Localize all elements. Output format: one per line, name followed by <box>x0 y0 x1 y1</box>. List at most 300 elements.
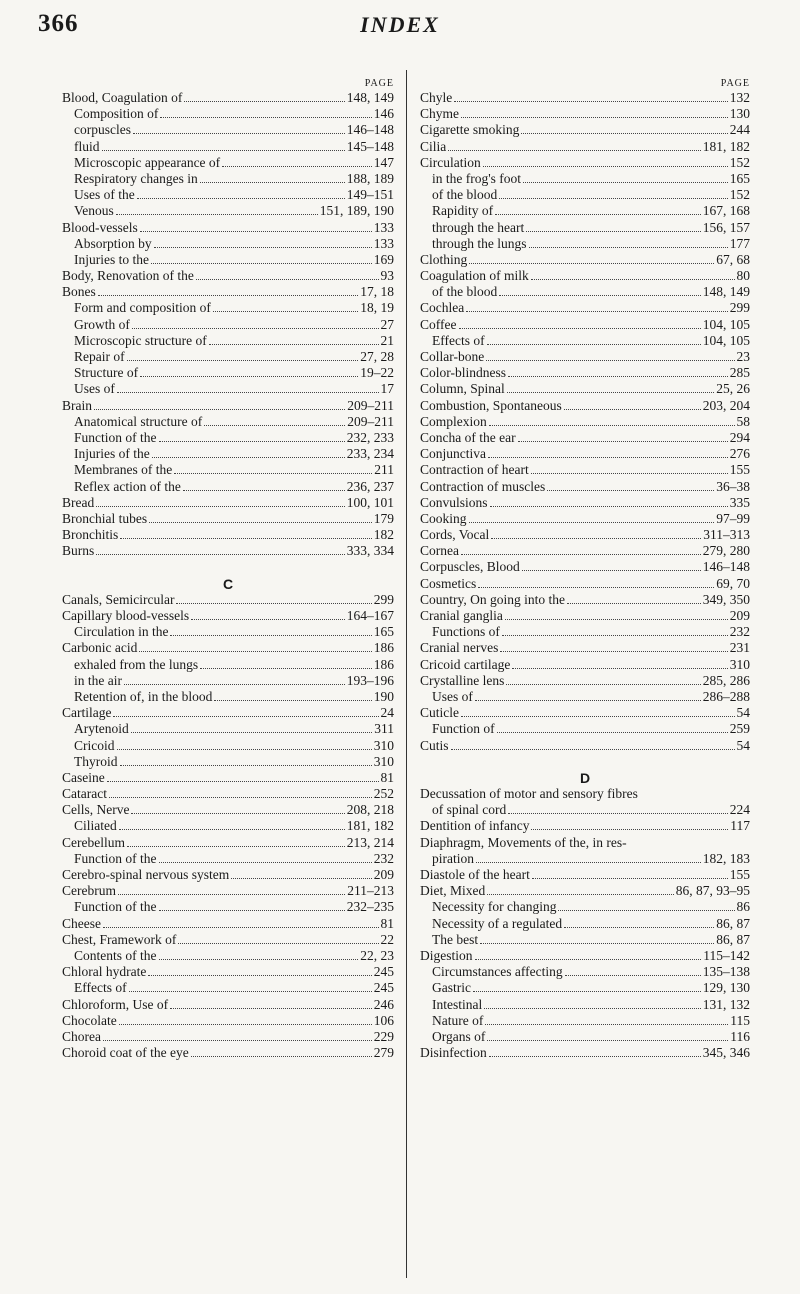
index-entry <box>62 786 394 802</box>
leader-dots <box>522 560 701 571</box>
index-entry <box>62 414 394 430</box>
leader-dots <box>532 868 728 879</box>
entry-label: in the frog's foot <box>432 170 522 186</box>
entry-pages: 299 <box>373 591 394 607</box>
entry-label: Gastric <box>432 980 471 996</box>
entry-label: Bronchitis <box>62 527 119 543</box>
entry-pages: 179 <box>373 510 394 526</box>
leader-dots <box>107 771 379 782</box>
leader-dots <box>159 431 345 442</box>
index-entry <box>420 284 750 300</box>
entry-label: Function of <box>432 721 495 737</box>
entry-label: Cricoid cartilage <box>420 656 511 672</box>
entry-label: Crystalline lens <box>420 672 505 688</box>
leader-dots <box>204 415 345 426</box>
leader-dots <box>640 788 748 798</box>
leader-dots <box>103 917 379 928</box>
entry-label: Burns <box>62 543 95 559</box>
leader-dots <box>127 836 345 847</box>
entry-pages: 182, 183 <box>702 850 750 866</box>
entry-pages: 149–151 <box>346 187 394 203</box>
entry-label: of spinal cord <box>432 802 507 818</box>
entry-label: corpuscles <box>74 122 131 138</box>
entry-label: Bronchial tubes <box>62 510 148 526</box>
leader-dots <box>488 447 728 458</box>
entry-pages: 294 <box>729 429 750 445</box>
leader-dots <box>564 399 701 410</box>
entry-pages: 131, 132 <box>702 996 750 1012</box>
entry-label: Function of the <box>74 899 157 915</box>
index-entry <box>420 543 750 559</box>
entry-label: Chest, Framework of <box>62 931 177 947</box>
entry-pages: 23 <box>736 349 750 364</box>
leader-dots <box>103 1030 372 1041</box>
index-entry <box>420 608 750 624</box>
index-column-left <box>62 78 394 1061</box>
leader-dots <box>170 625 371 636</box>
leader-dots <box>506 674 700 685</box>
entry-pages: 311–313 <box>703 527 750 543</box>
entry-label: Chloroform, Use of <box>62 996 169 1012</box>
index-entry <box>420 1045 750 1061</box>
index-entry <box>420 462 750 478</box>
leader-dots <box>129 981 372 992</box>
entry-label: Effects of <box>432 332 485 348</box>
entry-pages: 54 <box>736 737 750 753</box>
index-entry <box>420 300 750 316</box>
index-entry <box>420 187 750 203</box>
leader-dots <box>508 366 728 377</box>
entry-pages: 236, 237 <box>346 478 394 494</box>
index-entry <box>420 964 750 980</box>
index-entry <box>62 155 394 171</box>
entry-label: in the air <box>74 672 122 688</box>
index-entry <box>62 333 394 349</box>
index-entry <box>62 916 394 932</box>
entry-label: Cochlea <box>420 300 465 316</box>
leader-dots <box>454 91 728 102</box>
entry-label: Cornea <box>420 543 459 559</box>
leader-dots <box>508 803 728 814</box>
entry-label: Thyroid <box>74 753 118 769</box>
entry-pages: 279 <box>373 1045 394 1061</box>
leader-dots <box>137 188 345 199</box>
entry-label: Cranial ganglia <box>420 608 503 623</box>
leader-dots <box>565 965 701 976</box>
entry-label: Repair of <box>74 349 125 364</box>
index-entry <box>420 414 750 430</box>
entry-pages: 100, 101 <box>346 494 394 510</box>
entry-pages: 246 <box>373 996 394 1012</box>
entry-label: Dentition of infancy <box>420 818 530 834</box>
leader-dots <box>213 301 358 312</box>
entry-pages: 252 <box>373 786 394 802</box>
index-entry <box>62 689 394 705</box>
index-entry <box>420 980 750 996</box>
entry-label: Contraction of muscles <box>420 478 546 494</box>
index-entry <box>62 187 394 203</box>
entry-label: Cells, Nerve <box>62 802 130 818</box>
leader-dots <box>170 998 372 1009</box>
index-entry <box>62 203 394 219</box>
entry-pages: 86, 87, 93–95 <box>675 883 750 899</box>
leader-dots <box>96 496 345 507</box>
entry-pages: 286–288 <box>702 688 750 704</box>
index-entry <box>420 106 750 122</box>
index-entry <box>62 268 394 284</box>
entry-label: Corpuscles, Blood <box>420 559 520 575</box>
entry-pages: 36–38 <box>716 478 750 494</box>
leader-dots <box>178 933 378 944</box>
entry-pages: 152 <box>729 187 750 203</box>
leader-dots <box>448 140 701 151</box>
leader-dots <box>94 399 345 410</box>
entry-label: through the lungs <box>432 235 527 251</box>
leader-dots <box>499 285 701 296</box>
entry-label: Disinfection <box>420 1045 487 1061</box>
entry-pages: 81 <box>380 769 394 785</box>
index-entry <box>62 640 394 656</box>
entry-pages: 24 <box>380 705 394 721</box>
entry-label: The best <box>432 931 479 947</box>
index-entry <box>62 1013 394 1029</box>
entry-pages: 232–235 <box>346 899 394 915</box>
entry-pages: 17, 18 <box>360 284 394 300</box>
entry-label: Bones <box>62 284 96 300</box>
entry-pages: 25, 26 <box>716 381 750 397</box>
entry-label: Caseine <box>62 769 105 785</box>
entry-pages: 276 <box>729 446 750 462</box>
entry-pages: 152 <box>729 154 750 170</box>
index-entry <box>420 220 750 236</box>
index-entry <box>420 446 750 462</box>
entry-pages: 21 <box>380 332 394 348</box>
entry-label: Column, Spinal <box>420 381 505 397</box>
entry-pages: 279, 280 <box>702 543 750 559</box>
index-entry <box>62 317 394 333</box>
entry-label: Cricoid <box>74 737 115 753</box>
leader-dots <box>567 593 701 604</box>
index-entry <box>62 867 394 883</box>
index-entry <box>62 592 394 608</box>
leader-dots <box>124 674 345 685</box>
index-entry <box>420 705 750 721</box>
entry-label: Blood, Coagulation of <box>62 90 183 105</box>
entry-pages: 335 <box>729 494 750 510</box>
index-entries-left <box>62 90 394 1061</box>
entry-pages: 211–213 <box>347 883 394 899</box>
index-entry <box>420 899 750 915</box>
leader-dots <box>459 318 701 329</box>
entry-pages: 209–211 <box>347 413 394 429</box>
index-entry <box>62 527 394 543</box>
entry-label: Arytenoid <box>74 721 129 737</box>
entry-pages: 115–142 <box>703 947 750 963</box>
entry-label: Brain <box>62 397 92 413</box>
entry-label: Choroid coat of the eye <box>62 1045 189 1061</box>
entry-label: Intestinal <box>432 996 483 1012</box>
entry-pages: 130 <box>729 106 750 122</box>
entry-label: Diastole of the heart <box>420 867 530 882</box>
leader-dots <box>487 884 674 895</box>
index-entry <box>62 462 394 478</box>
index-entry <box>420 576 750 592</box>
leader-dots <box>547 480 714 491</box>
leader-dots <box>461 544 701 555</box>
entry-pages: 147 <box>373 154 394 170</box>
index-entry <box>420 883 750 899</box>
index-entry <box>420 835 750 851</box>
index-entry <box>420 495 750 511</box>
leader-dots <box>131 722 373 733</box>
index-entry <box>420 932 750 948</box>
leader-dots <box>160 107 371 118</box>
index-entry <box>62 738 394 754</box>
leader-dots <box>475 690 701 701</box>
entry-pages: 193–196 <box>346 672 394 688</box>
entry-label: Injuries of the <box>74 446 150 462</box>
section-letter: C <box>222 575 234 592</box>
index-entry <box>420 511 750 527</box>
index-entry <box>62 883 394 899</box>
leader-dots <box>469 253 714 264</box>
entry-pages: 310 <box>373 753 394 769</box>
leader-dots <box>531 269 735 280</box>
index-entry <box>420 640 750 656</box>
leader-dots <box>487 1030 728 1041</box>
entry-label: through the heart <box>432 219 525 235</box>
index-entry <box>420 317 750 333</box>
leader-dots <box>526 221 701 232</box>
entry-pages: 245 <box>373 964 394 980</box>
leader-dots <box>500 641 727 652</box>
index-entry <box>420 90 750 106</box>
entry-pages: 81 <box>380 915 394 931</box>
index-entry <box>62 398 394 414</box>
entry-label: Capillary blood-vessels <box>62 608 190 623</box>
entry-pages: 146–148 <box>702 559 750 575</box>
entry-label: Contents of the <box>74 947 157 963</box>
entry-pages: 135–138 <box>702 964 750 980</box>
index-entry <box>62 349 394 365</box>
index-entry <box>62 802 394 818</box>
entry-label: Organs of <box>432 1028 486 1044</box>
entry-label: Cataract <box>62 786 107 802</box>
entry-label: Convulsions <box>420 494 488 510</box>
leader-dots <box>476 852 701 863</box>
entry-pages: 203, 204 <box>702 397 750 413</box>
entry-pages: 213, 214 <box>346 834 394 850</box>
entry-label: Coagulation of milk <box>420 268 529 284</box>
index-entry <box>62 835 394 851</box>
index-entry <box>62 1045 394 1061</box>
entry-pages: 182 <box>373 527 394 543</box>
entry-pages: 18, 19 <box>360 300 394 316</box>
leader-dots <box>117 739 372 750</box>
index-entry <box>62 543 394 559</box>
entry-pages: 165 <box>729 170 750 186</box>
leader-dots <box>529 237 728 248</box>
index-entry <box>62 236 394 252</box>
leader-dots <box>139 641 371 652</box>
index-entry <box>420 139 750 155</box>
entry-label: Body, Renovation of the <box>62 268 194 284</box>
entry-pages: 299 <box>729 300 750 316</box>
entry-label: Cilia <box>420 138 447 154</box>
entry-pages: 148, 149 <box>702 284 750 300</box>
entry-pages: 285 <box>729 365 750 381</box>
index-column-right <box>420 78 750 1061</box>
leader-dots <box>489 415 735 426</box>
entry-pages: 349, 350 <box>702 591 750 607</box>
leader-dots <box>461 706 735 717</box>
entry-pages: 333, 334 <box>346 543 394 559</box>
entry-pages: 132 <box>729 90 750 105</box>
entry-pages: 58 <box>736 413 750 429</box>
entry-pages: 106 <box>373 1012 394 1028</box>
index-entry <box>62 705 394 721</box>
index-entry <box>62 608 394 624</box>
leader-dots <box>132 318 379 329</box>
index-entry <box>420 689 750 705</box>
leader-dots <box>159 900 345 911</box>
index-entry <box>62 980 394 996</box>
entry-label: Decussation of motor and sensory fibres <box>420 786 638 802</box>
leader-dots <box>119 1014 372 1025</box>
leader-dots <box>184 91 344 102</box>
leader-dots <box>523 172 728 183</box>
index-entry <box>420 851 750 867</box>
entry-label: Combustion, Spontaneous <box>420 397 562 413</box>
index-entry <box>62 139 394 155</box>
entry-label: Concha of the ear <box>420 429 516 445</box>
index-entry <box>420 1013 750 1029</box>
entry-pages: 104, 105 <box>702 316 750 332</box>
entry-pages: 54 <box>736 705 750 721</box>
index-entry <box>420 997 750 1013</box>
section-spacer <box>420 754 750 770</box>
entry-label: Circumstances affecting <box>432 964 563 980</box>
index-entry <box>62 252 394 268</box>
entry-label: Composition of <box>74 106 159 122</box>
entry-label: Conjunctiva <box>420 446 486 462</box>
entry-label: Respiratory changes in <box>74 170 198 186</box>
entry-label: Necessity of a regulated <box>432 915 563 931</box>
leader-dots <box>119 819 345 830</box>
entry-pages: 145–148 <box>346 138 394 154</box>
leader-dots <box>558 900 734 911</box>
entry-label: Cosmetics <box>420 575 477 591</box>
index-entry <box>420 430 750 446</box>
entry-label: Membranes of the <box>74 462 173 478</box>
leader-dots <box>531 819 728 830</box>
entry-pages: 231 <box>729 640 750 656</box>
entry-pages: 151, 189, 190 <box>319 203 394 219</box>
leader-dots <box>117 382 379 393</box>
leader-dots <box>629 837 748 847</box>
entry-label: Structure of <box>74 365 139 381</box>
leader-dots <box>231 868 372 879</box>
entry-pages: 115 <box>730 1012 750 1028</box>
leader-dots <box>154 237 372 248</box>
entry-pages: 155 <box>729 462 750 478</box>
leader-dots <box>159 949 359 960</box>
entry-label: Effects of <box>74 980 127 996</box>
leader-dots <box>469 512 715 523</box>
index-entry <box>62 381 394 397</box>
entry-pages: 27 <box>380 316 394 332</box>
leader-dots <box>451 739 735 750</box>
entry-pages: 186 <box>373 640 394 656</box>
leader-dots <box>564 917 714 928</box>
entry-pages: 181, 182 <box>346 818 394 834</box>
leader-dots <box>140 366 358 377</box>
entry-pages: 186 <box>373 656 394 672</box>
index-entry <box>420 171 750 187</box>
entry-pages: 232, 233 <box>346 429 394 445</box>
index-entry <box>420 592 750 608</box>
index-entry <box>62 106 394 122</box>
entry-label: Cerebrum <box>62 883 116 899</box>
index-entry <box>420 721 750 737</box>
index-entry <box>420 738 750 754</box>
entry-pages: 311 <box>374 721 394 737</box>
index-entry <box>420 479 750 495</box>
index-entry <box>62 899 394 915</box>
entry-label: Cranial nerves <box>420 640 499 656</box>
leader-dots <box>113 706 378 717</box>
leader-dots <box>487 334 701 345</box>
entry-pages: 69, 70 <box>716 575 750 591</box>
entry-pages: 80 <box>736 268 750 284</box>
index-entry <box>62 1029 394 1045</box>
page-number: 366 <box>38 10 79 37</box>
index-entry <box>420 381 750 397</box>
entry-label: Function of the <box>74 429 157 445</box>
entry-pages: 167, 168 <box>702 203 750 219</box>
index-entry <box>420 398 750 414</box>
index-entry <box>420 349 750 365</box>
leader-dots <box>478 577 714 588</box>
entry-pages: 209 <box>373 867 394 882</box>
leader-dots <box>502 625 728 636</box>
index-entry <box>62 932 394 948</box>
index-entry <box>420 786 750 802</box>
leader-dots <box>491 528 701 539</box>
leader-dots <box>118 884 345 895</box>
leader-dots <box>176 593 371 604</box>
index-entry <box>420 122 750 138</box>
entry-label: Functions of <box>432 624 500 640</box>
index-entry <box>420 916 750 932</box>
entry-label: Cutis <box>420 737 449 753</box>
entry-label: Injuries to the <box>74 251 149 267</box>
index-entry <box>62 479 394 495</box>
leader-dots <box>461 107 728 118</box>
entry-label: fluid <box>74 138 100 154</box>
index-entry <box>420 673 750 689</box>
index-entry <box>62 721 394 737</box>
index-entry <box>420 268 750 284</box>
leader-dots <box>116 204 318 215</box>
leader-dots <box>222 156 372 167</box>
entry-pages: 146 <box>373 106 394 122</box>
entry-pages: 181, 182 <box>702 138 750 154</box>
index-entry <box>62 90 394 106</box>
entry-label: Chyme <box>420 106 459 122</box>
entry-pages: 164–167 <box>346 608 394 623</box>
leader-dots <box>531 463 728 474</box>
